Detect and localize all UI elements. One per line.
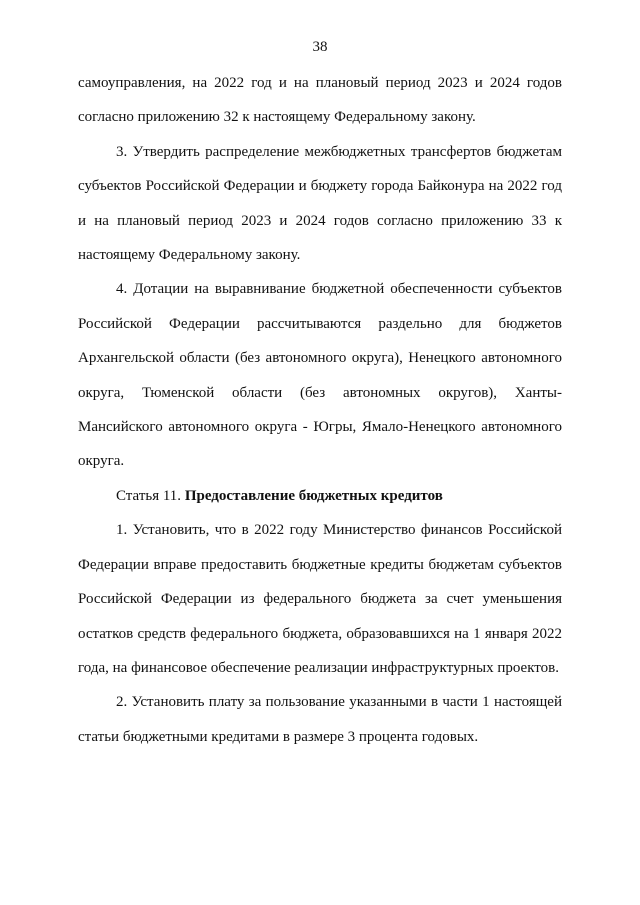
paragraph-item-4: 4. Дотации на выравнивание бюджетной обеспеченности субъектов Российской Федерации рассчитываются раздельно для бюджетов Архангельской области (без автономного округа), Ненецкого автономного округа, Тюменской области (без автономных округов), Ханты-Мансийского автономного округа - Югры, Ямало-Ненецкого автономного округа. <box>78 281 562 470</box>
article-heading <box>78 479 562 513</box>
document-body <box>78 66 562 754</box>
article-title: Предоставление бюджетных кредитов <box>184 487 443 504</box>
paragraph-continuation: самоуправления, на 2022 год и на плановый период 2023 и 2024 годов согласно приложению 32 к настоящему Федеральному закону. <box>78 75 562 126</box>
page-number: 38 <box>312 39 328 55</box>
article-paragraph-2: 2. Установить плату за пользование указанными в части 1 настоящей статьи бюджетными кредитами в размере 3 процента годовых. <box>78 694 562 745</box>
paragraph-item-3: 3. Утвердить распределение межбюджетных трансфертов бюджетам субъектов Российской Федерации и бюджету города Байконура на 2022 год и на плановый период 2023 и 2024 годов согласно приложению 33 к настоящему Федеральному закону. <box>78 143 562 264</box>
article-paragraph-1: 1. Установить, что в 2022 году Министерство финансов Российской Федерации вправе предоставить бюджетные кредиты бюджетам субъектов Российской Федерации из федерального бюджета за счет уменьшения остатков средств федерального бюджета, образовавшихся на 1 января 2022 года, на финансовое обеспечение реализации инфраструктурных проектов. <box>78 522 562 676</box>
article-number: Статья 11. <box>116 487 182 504</box>
